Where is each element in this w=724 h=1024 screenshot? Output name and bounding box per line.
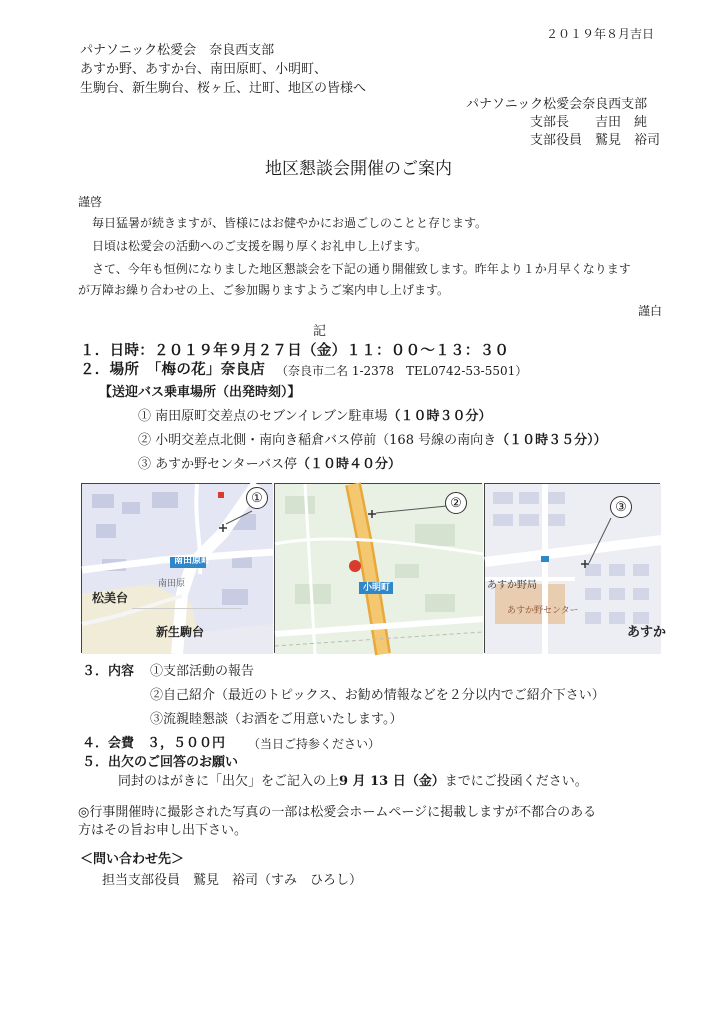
contact-title: ＜問い合わせ先＞ [80, 852, 185, 867]
content-item-3: ③流親睦懇談（お酒をご用意いたします。） [150, 712, 403, 727]
photo-notice-line-2: 方はその旨お申し出下さい。 [78, 823, 248, 838]
rsvp-line: 同封のはがきに「出欠」をご記入の上9 月 13 日（金）までにご投函ください。 [118, 774, 588, 789]
map-1 [81, 483, 272, 653]
bus-section-title: 【送迎バス乗車場所（出発時刻）】 [99, 385, 301, 400]
fee-head: ４．会費 ３，５００円 [82, 736, 226, 751]
ki-heading: 記 [313, 324, 327, 339]
sender-officer: 支部役員 鷲見 裕司 [530, 133, 661, 148]
bus-stop-1: ① 南田原町交差点のセブンイレブン駐車場（１０時３０分） [138, 409, 492, 424]
bus-stop-3: ③ あすか野センターバス停（１０時４０分） [138, 457, 402, 472]
recipient-line-1: パナソニック松愛会 奈良西支部 [80, 43, 275, 58]
recipient-line-2: あすか野、あすか台、南田原町、小明町、 [80, 62, 328, 77]
map-3-label-asuka: あすか [627, 625, 667, 640]
bus-stop-2: ② 小明交差点北側・南向き稲倉バス停前（168 号線の南向き（１０時３５分）） [138, 433, 607, 448]
map-1-label-shobidai: 松美台 [92, 591, 129, 605]
contact-person: 担当支部役員 鷲見 裕司（すみ ひろし） [102, 873, 363, 888]
rsvp-head: ５．出欠のご回答のお願い [82, 755, 239, 770]
recipient-line-3: 生駒台、新生駒台、桜ヶ丘、辻町、地区の皆様へ [80, 81, 367, 96]
map-1-label-shinikomadai: 新生駒台 [156, 625, 205, 639]
greeting-para-3b: が万障お繰り合わせの上、ご参加賜りますようご案内申し上げます。 [78, 283, 450, 297]
content-item-2: ②自己紹介（最近のトピックス、お勧め情報などを２分以内でご紹介下さい） [150, 688, 605, 703]
photo-notice-line-1: ◎行事開催時に撮影された写真の一部は松愛会ホームページに掲載しますが不都合のある [78, 805, 597, 820]
map-1-marker: ① [246, 487, 268, 509]
event-datetime: １．日時：２０１９年９月２７日（金）１１：００～１３：３０ [80, 342, 510, 359]
map-3 [484, 483, 667, 653]
event-place-head: ２．場所 「梅の花」奈良店 [80, 361, 266, 378]
map-2 [274, 483, 482, 653]
map-3-label-center: あすか野センター [507, 606, 579, 616]
greeting-para-3a: さて、今年も恒例になりました地区懇談会を下記の通り開催致します。昨年より１か月早くなります [92, 262, 631, 276]
sender-chief: 支部長 吉田 純 [530, 115, 648, 130]
fee-note: （当日ご持参ください） [248, 737, 381, 751]
greeting-para-2: 日頃は松愛会の活動へのご支援を賜り厚くお礼申し上げます。 [92, 239, 428, 253]
issue-date: ２０１９年８月吉日 [546, 27, 655, 41]
event-place-detail: （奈良市二名 1-2378 TEL0742-53-5501） [276, 364, 528, 378]
map-1-label-minamitawara: 南田原町 [174, 556, 211, 566]
map-2-label-komyo: 小明町 [363, 583, 391, 593]
map-2-marker: ② [445, 492, 467, 514]
page-title: 地区懇談会開催のご案内 [265, 159, 452, 179]
map-1-label-area: 南田原 [158, 579, 186, 589]
content-item-1: ①支部活動の報告 [150, 664, 255, 679]
content-head: ３．内容 [82, 664, 135, 679]
map-3-label-post: あすか野局 [487, 580, 537, 591]
map-3-marker: ③ [610, 496, 632, 518]
closing-word: 謹白 [638, 304, 663, 318]
sender-org: パナソニック松愛会奈良西支部 [466, 97, 648, 112]
greeting-para-1: 毎日猛暑が続きますが、皆様にはお健やかにお過ごしのことと存じます。 [92, 216, 488, 230]
opening-word: 謹啓 [78, 195, 103, 209]
